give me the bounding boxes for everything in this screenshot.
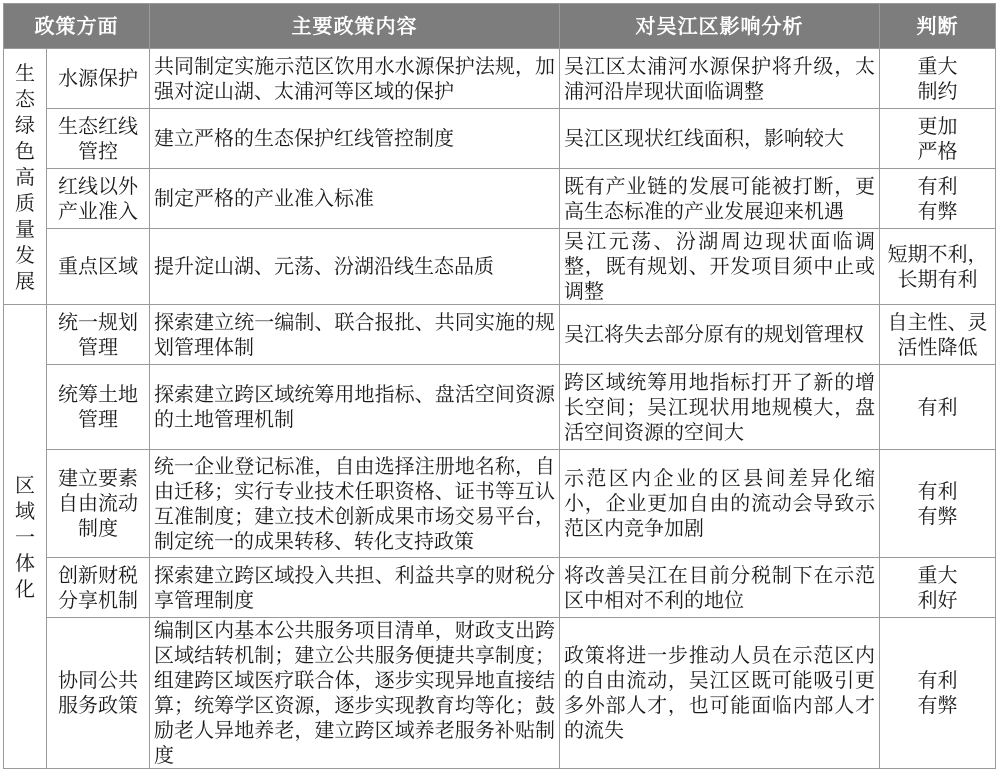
- table-row: [4, 450, 996, 558]
- policy-item: 水源保护: [47, 49, 150, 109]
- judgement: 有利: [880, 365, 996, 450]
- policy-content: 探索建立统一编制、联合报批、共同实施的规划管理体制: [150, 305, 560, 365]
- policy-item: 红线以外 产业准入: [47, 169, 150, 229]
- impact-analysis: 将改善吴江在目前分税制下在示范区中相对不利的地位: [560, 558, 880, 618]
- policy-item: 创新财税 分享机制: [47, 558, 150, 618]
- policy-content: 建立严格的生态保护红线管控制度: [150, 109, 560, 169]
- policy-item: 统筹土地 管理: [47, 365, 150, 450]
- policy-content: 统一企业登记标准，自由选择注册地名称，自由迁移；实行专业技术任职资格、证书等互认互准制度；建立技术创新成果市场交易平台，制定统一的成果转移、转化支持政策: [150, 450, 560, 558]
- policy-table: [3, 3, 996, 769]
- group-label: 区域一体化: [4, 305, 47, 769]
- policy-item: 重点区域: [47, 229, 150, 305]
- header-judgement: 判断: [880, 4, 996, 49]
- policy-content: 共同制定实施示范区饮用水水源保护法规，加强对淀山湖、太浦河等区域的保护: [150, 49, 560, 109]
- header-policy-aspect: 政策方面: [4, 4, 150, 49]
- header-impact-analysis: 对吴江区影响分析: [560, 4, 880, 49]
- table-row: [4, 558, 996, 618]
- impact-analysis: 跨区域统筹用地指标打开了新的增长空间；吴江现状用地规模大，盘活空间资源的空间大: [560, 365, 880, 450]
- table-row: [4, 49, 996, 109]
- judgement: 有利 有弊: [880, 450, 996, 558]
- policy-content: 编制区内基本公共服务项目清单，财政支出跨区域结转机制；建立公共服务便捷共享制度；组建跨区域医疗联合体，逐步实现异地直接结算；统筹学区资源，逐步实现教育均等化；鼓励老人异地养老，建立跨区域养老服务补贴制度: [150, 618, 560, 769]
- impact-analysis: 吴江区现状红线面积，影响较大: [560, 109, 880, 169]
- judgement: 有利 有弊: [880, 618, 996, 769]
- judgement: 重大 利好: [880, 558, 996, 618]
- table-row: [4, 365, 996, 450]
- policy-content: 探索建立跨区域统筹用地指标、盘活空间资源的土地管理机制: [150, 365, 560, 450]
- header-policy-content: 主要政策内容: [150, 4, 560, 49]
- judgement: 重大 制约: [880, 49, 996, 109]
- policy-item: 建立要素 自由流动 制度: [47, 450, 150, 558]
- table-row: [4, 169, 996, 229]
- table-row: [4, 109, 996, 169]
- impact-analysis: 吴江将失去部分原有的规划管理权: [560, 305, 880, 365]
- policy-content: 探索建立跨区域投入共担、利益共享的财税分享管理制度: [150, 558, 560, 618]
- impact-analysis: 吴江元荡、汾湖周边现状面临调整，既有规划、开发项目须中止或调整: [560, 229, 880, 305]
- policy-item: 统一规划 管理: [47, 305, 150, 365]
- table-row: [4, 618, 996, 769]
- judgement: 短期不利， 长期有利: [880, 229, 996, 305]
- impact-analysis: 吴江区太浦河水源保护将升级，太浦河沿岸现状面临调整: [560, 49, 880, 109]
- judgement: 有利 有弊: [880, 169, 996, 229]
- header-row: [4, 4, 996, 49]
- judgement: 更加 严格: [880, 109, 996, 169]
- impact-analysis: 既有产业链的发展可能被打断，更高生态标准的产业发展迎来机遇: [560, 169, 880, 229]
- group-label: 生态绿色高质量发展: [4, 49, 47, 305]
- impact-analysis: 示范区内企业的区县间差异化缩小，企业更加自由的流动会导致示范区内竞争加剧: [560, 450, 880, 558]
- policy-content: 提升淀山湖、元荡、汾湖沿线生态品质: [150, 229, 560, 305]
- table-row: [4, 305, 996, 365]
- judgement: 自主性、灵 活性降低: [880, 305, 996, 365]
- impact-analysis: 政策将进一步推动人员在示范区内的自由流动，吴江区既可能吸引更多外部人才，也可能面临内部人才的流失: [560, 618, 880, 769]
- policy-item: 协同公共 服务政策: [47, 618, 150, 769]
- policy-item: 生态红线 管控: [47, 109, 150, 169]
- policy-content: 制定严格的产业准入标准: [150, 169, 560, 229]
- table-row: [4, 229, 996, 305]
